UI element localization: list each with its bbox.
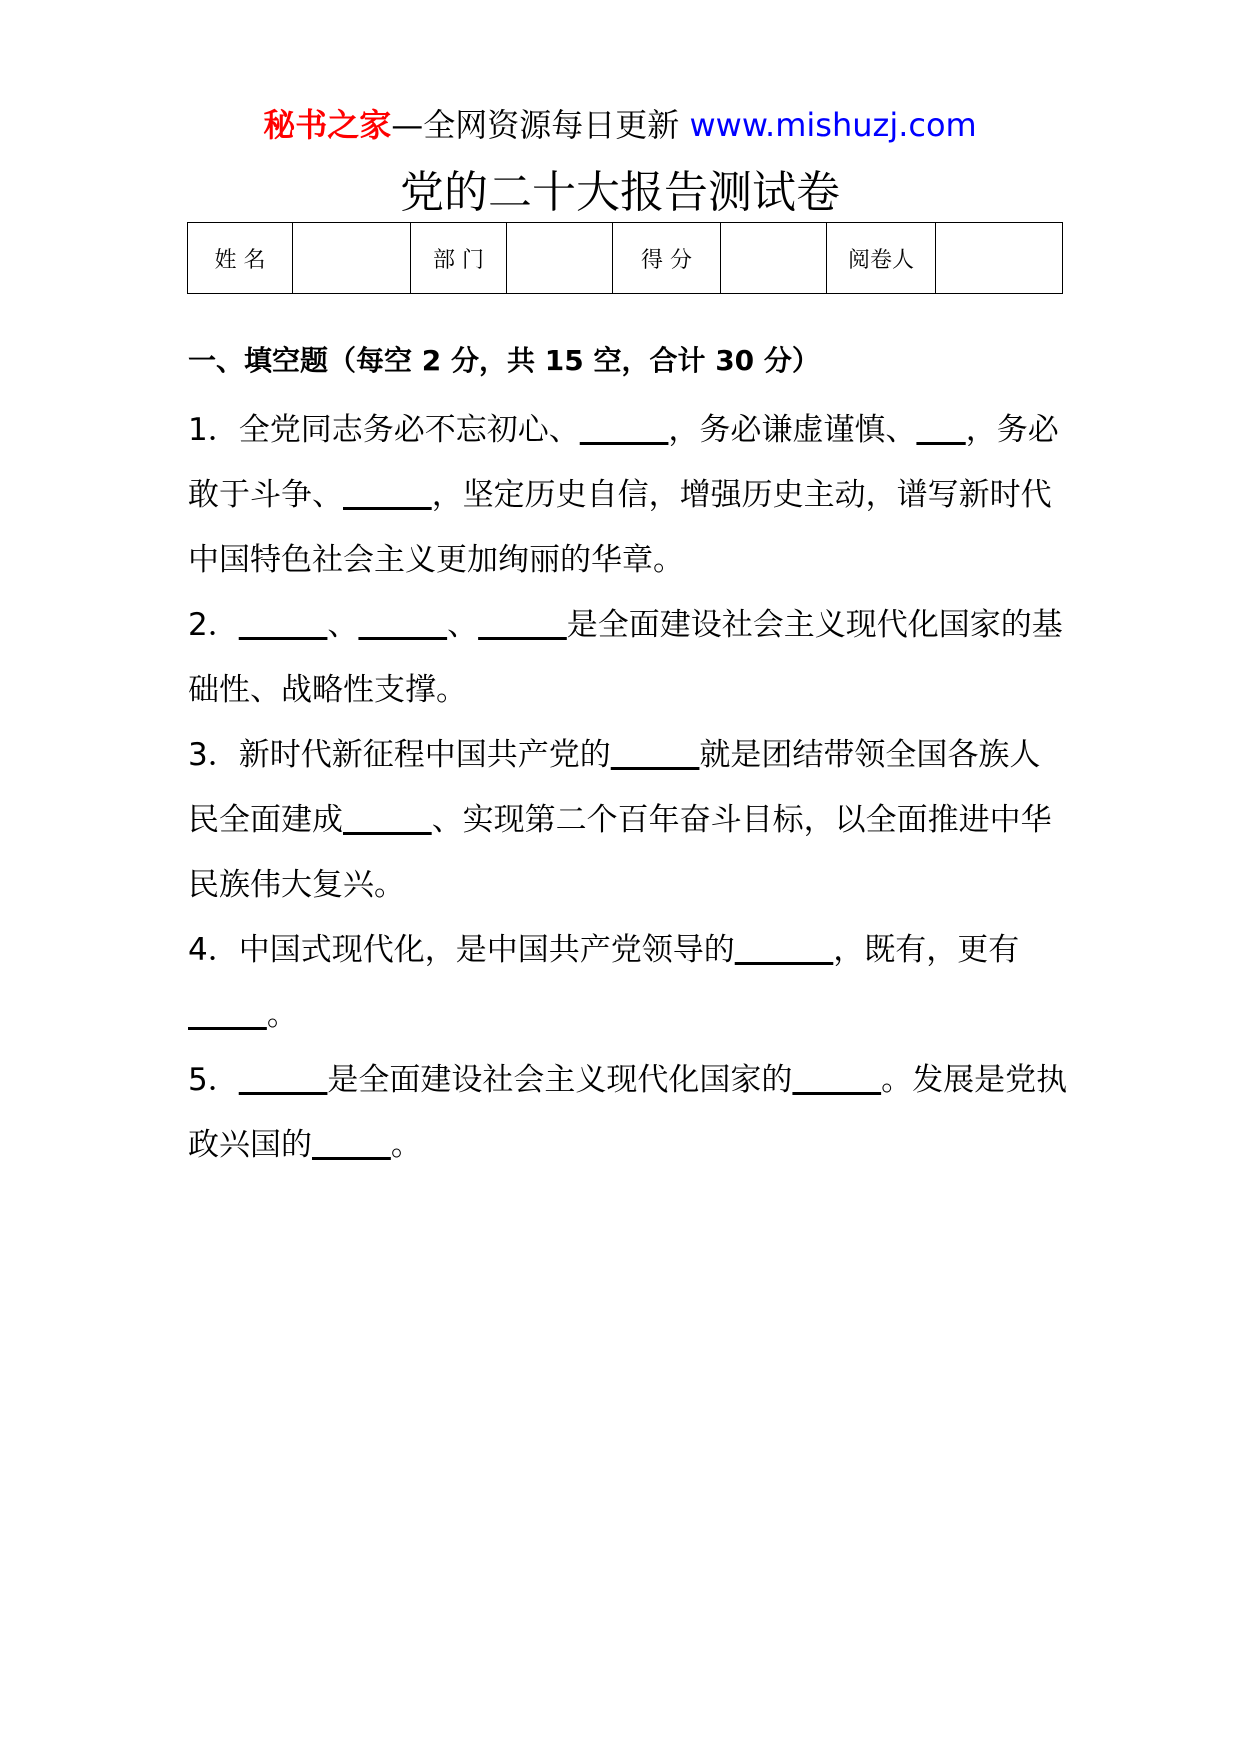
question-text: ，既有 xyxy=(833,932,927,968)
answer-blank[interactable] xyxy=(611,737,700,773)
name-field[interactable] xyxy=(293,223,411,294)
question-text: ，更有 xyxy=(926,932,1020,968)
answer-blank[interactable] xyxy=(580,412,669,448)
answer-blank[interactable] xyxy=(239,607,328,643)
score-label: 得 分 xyxy=(613,223,721,294)
score-field[interactable] xyxy=(721,223,827,294)
name-label: 姓 名 xyxy=(188,223,293,294)
question-text: 1．全党同志务必不忘初心、 xyxy=(188,412,580,448)
question-text: ，务必谦虚谨慎、 xyxy=(668,412,917,448)
answer-blank[interactable] xyxy=(358,607,447,643)
question-text: 。 xyxy=(390,1127,422,1163)
department-field[interactable] xyxy=(507,223,613,294)
question-text: 是全面建设社会主义现代化国家的基础性、战略性支撑。 xyxy=(188,607,1063,708)
question-list xyxy=(188,398,1068,1178)
answer-blank[interactable] xyxy=(312,1127,391,1163)
question-text: ，务必敢于斗争、 xyxy=(188,412,1059,513)
question-text: 。 xyxy=(266,997,298,1033)
answer-blank[interactable] xyxy=(188,997,267,1033)
page-title: 党的二十大报告测试卷 xyxy=(400,167,840,218)
section-title: 一、填空题（每空 2 分，共 15 空，合计 30 分） xyxy=(188,344,820,377)
question-2 xyxy=(188,593,1068,723)
question-text: ，坚定历史自信，增强历史主动，谱写新时代中国特色社会主义更加绚丽的华章。 xyxy=(188,477,1052,578)
answer-blank[interactable] xyxy=(735,932,834,968)
department-label: 部 门 xyxy=(411,223,507,294)
question-text: 、 xyxy=(447,607,479,643)
answer-blank[interactable] xyxy=(478,607,567,643)
answer-blank[interactable] xyxy=(343,802,432,838)
question-1 xyxy=(188,398,1068,593)
site-tagline: —全网资源每日更新 xyxy=(391,106,680,144)
site-header xyxy=(0,100,1240,150)
answer-blank[interactable] xyxy=(239,1062,328,1098)
question-text: 2． xyxy=(188,607,239,643)
answer-blank[interactable] xyxy=(792,1062,881,1098)
question-3 xyxy=(188,723,1068,918)
question-5 xyxy=(188,1048,1068,1178)
question-text: 是全面建设社会主义现代化国家的 xyxy=(327,1062,793,1098)
brand-name: 秘书之家 xyxy=(263,106,392,144)
question-text: 3．新时代新征程中国共产党的 xyxy=(188,737,611,773)
question-text: 、实现第二个百年奋斗目标，以全面推进中华民族伟大复兴。 xyxy=(188,802,1052,903)
site-url-link[interactable]: www.mishuzj.com xyxy=(689,106,977,144)
question-text: 4．中国式现代化，是中国共产党领导的 xyxy=(188,932,735,968)
question-text: 、 xyxy=(327,607,359,643)
reviewer-field[interactable] xyxy=(936,223,1063,294)
answer-blank[interactable] xyxy=(343,477,432,513)
answer-blank[interactable] xyxy=(916,412,965,448)
question-text: 5． xyxy=(188,1062,239,1098)
question-text: 。发展是党执政兴国的 xyxy=(188,1062,1068,1163)
question-text: 就是团结带领全国各族人民全面建成 xyxy=(188,737,1041,838)
question-4 xyxy=(188,918,1068,1048)
reviewer-label: 阅卷人 xyxy=(827,223,936,294)
exam-info-table xyxy=(187,222,1063,294)
